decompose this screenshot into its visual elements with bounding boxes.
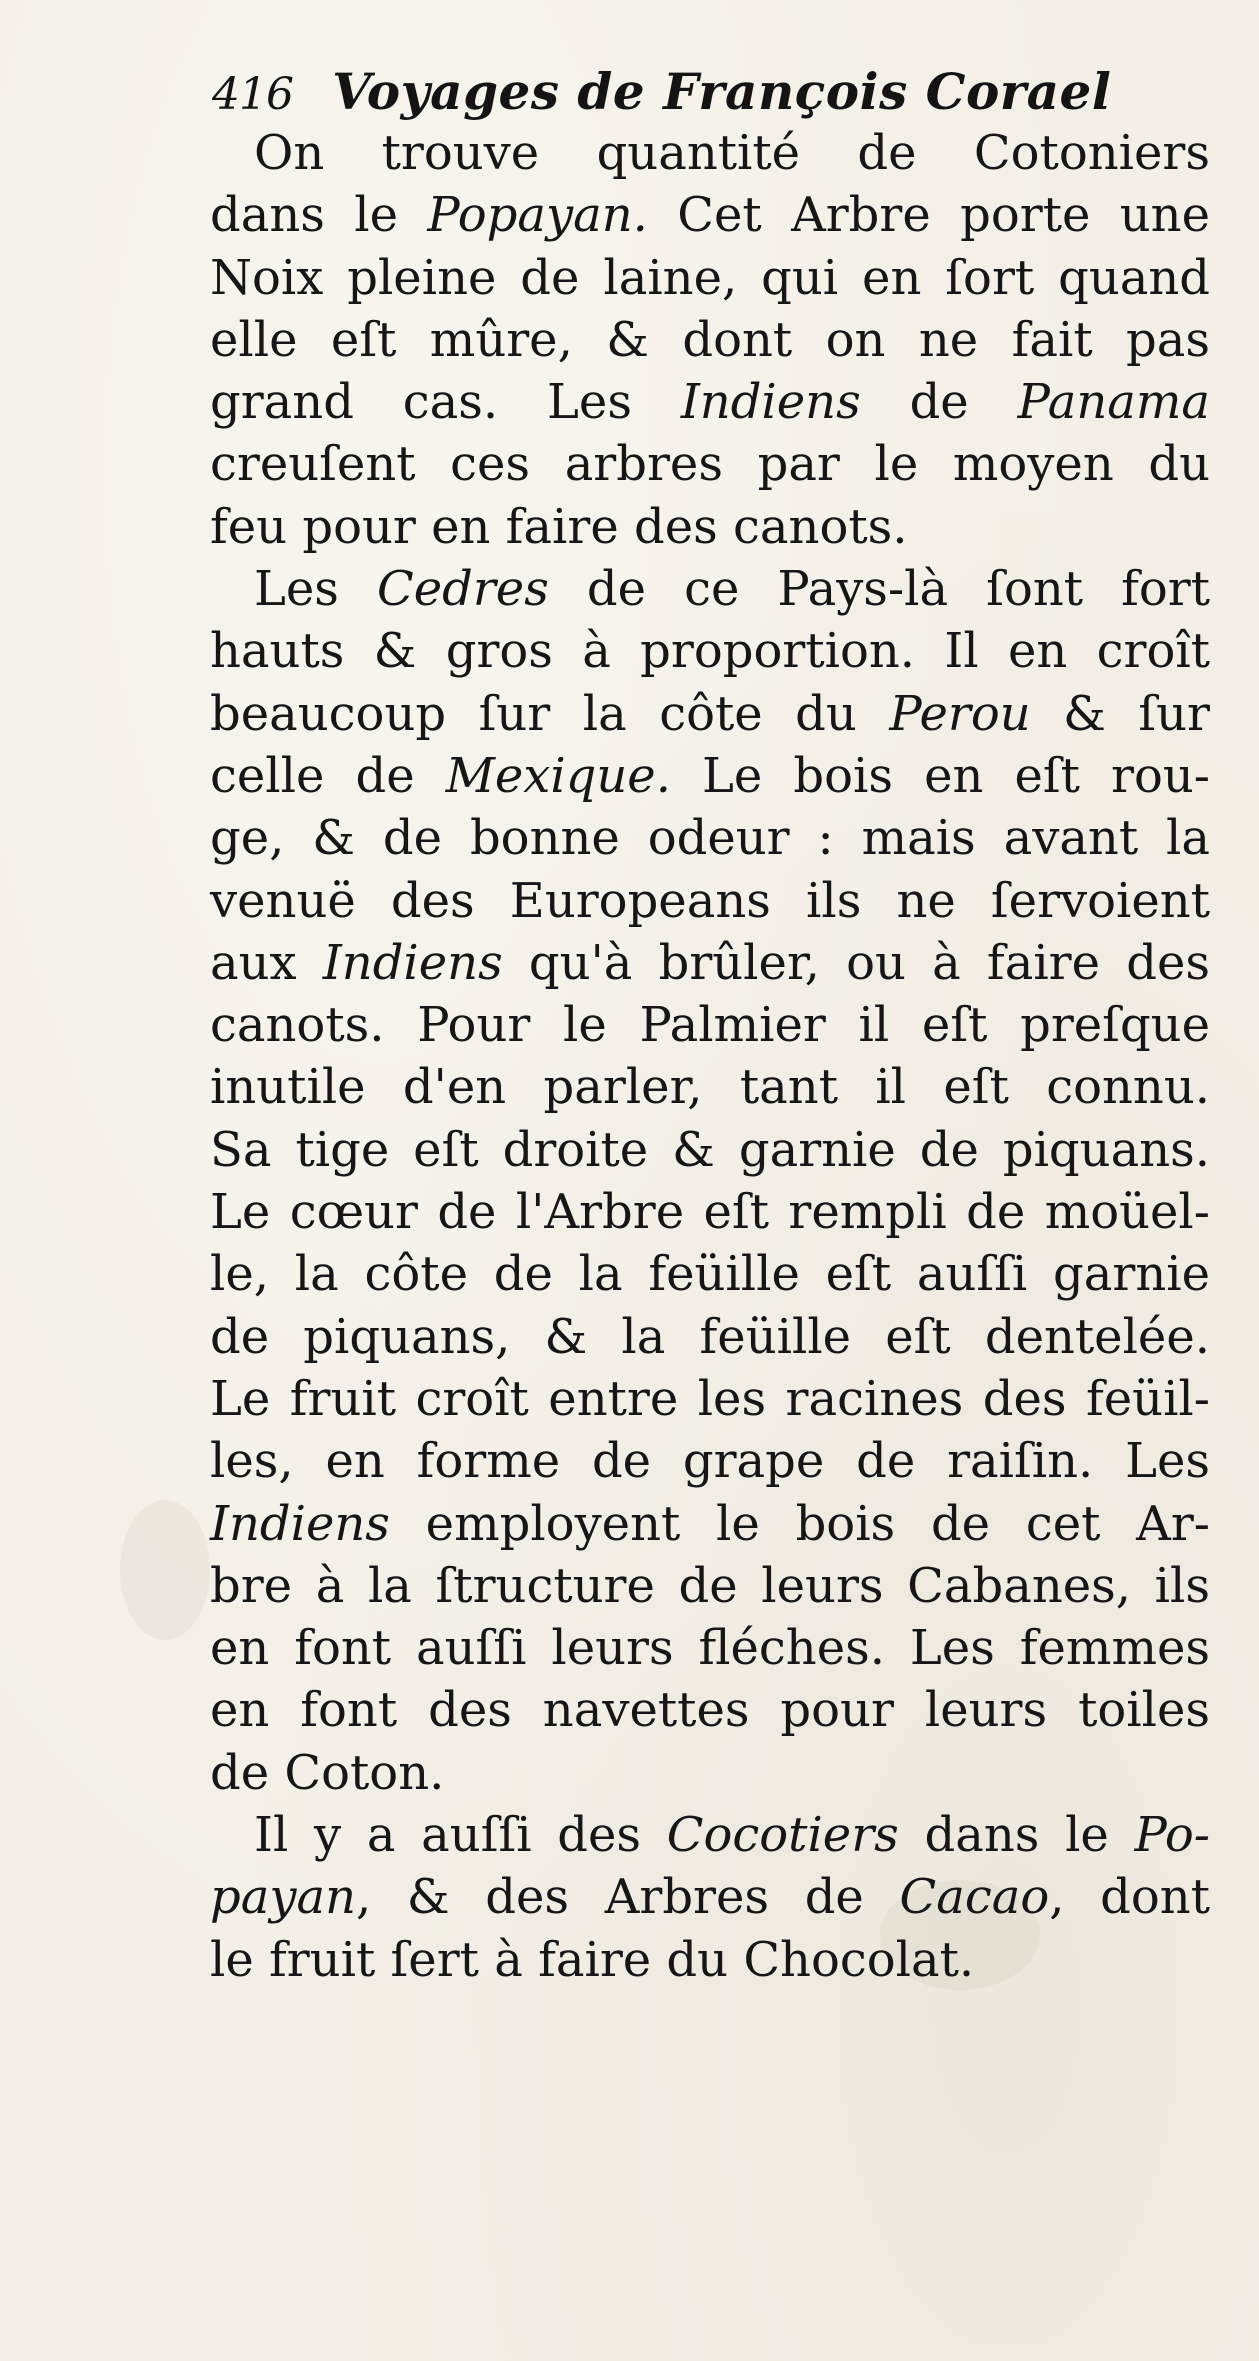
text-segment: Le fruit croît entre les racines des feüil- xyxy=(210,1370,1210,1427)
text-line xyxy=(210,1617,1210,1679)
text-segment: de xyxy=(860,374,1018,431)
italic-text: Indiens xyxy=(680,374,861,431)
text-line xyxy=(210,1929,1210,1991)
text-segment: de piquans, & la feüille eſt dentelée. xyxy=(210,1308,1210,1365)
text-line xyxy=(210,371,1210,433)
text-segment: Cet Arbre porte une xyxy=(647,187,1211,244)
text-line xyxy=(210,807,1210,869)
text-segment: qu'à brûler, ou à faire des xyxy=(502,934,1210,991)
text-segment: , dont xyxy=(1049,1869,1210,1926)
page-number: 416 xyxy=(212,69,293,120)
italic-text: Popayan. xyxy=(427,187,648,244)
text-segment: Les xyxy=(254,561,377,618)
text-segment: feu pour en faire des canots. xyxy=(210,498,908,555)
italic-text: Cedres xyxy=(376,561,549,618)
text-segment: Il y a auſſi des xyxy=(254,1807,667,1864)
text-line xyxy=(210,1430,1210,1492)
italic-text: Indiens xyxy=(322,934,503,991)
text-segment: le fruit ſert à faire du Chocolat. xyxy=(210,1931,975,1988)
text-segment: elle eſt mûre, & dont on ne fait pas xyxy=(210,311,1210,368)
running-title: Voyages de François Corael xyxy=(332,62,1112,121)
text-line xyxy=(210,496,1210,558)
text-segment: Le cœur de l'Arbre eſt rempli de moüel- xyxy=(210,1184,1210,1241)
text-segment: de ce Pays-là ſont fort xyxy=(548,561,1211,618)
text-line xyxy=(210,558,1210,620)
text-line xyxy=(210,1555,1210,1617)
text-segment: dans le xyxy=(210,187,428,244)
text-line xyxy=(210,184,1210,246)
text-segment: , & des Arbres de xyxy=(356,1869,900,1926)
text-line xyxy=(210,683,1210,745)
italic-text: Mexique. xyxy=(445,747,671,804)
text-line xyxy=(210,1306,1210,1368)
text-line xyxy=(210,1742,1210,1804)
text-segment: Sa tige eſt droite & garnie de piquans. xyxy=(210,1121,1210,1178)
italic-text: Po- xyxy=(1134,1807,1211,1864)
text-segment: de Coton. xyxy=(210,1744,445,1801)
italic-text: Cacao xyxy=(899,1869,1050,1926)
text-line xyxy=(210,1243,1210,1305)
text-line xyxy=(210,870,1210,932)
text-line xyxy=(210,745,1210,807)
text-line xyxy=(210,932,1210,994)
text-line xyxy=(210,994,1210,1056)
text-segment: en font des navettes pour leurs toiles xyxy=(210,1682,1210,1739)
text-line xyxy=(210,1181,1210,1243)
paper-stain xyxy=(120,1500,210,1640)
text-segment: bre à la ſtructure de leurs Cabanes, ils xyxy=(210,1557,1210,1614)
text-segment: les, en forme de grape de raiſin. Les xyxy=(210,1433,1210,1490)
text-segment: celle de xyxy=(210,747,446,804)
text-segment: & ſur xyxy=(1030,685,1210,742)
text-line xyxy=(210,309,1210,371)
text-line xyxy=(210,1679,1210,1741)
text-line xyxy=(210,620,1210,682)
body-text xyxy=(210,122,1210,1991)
text-line xyxy=(210,1493,1210,1555)
text-line xyxy=(210,1804,1210,1866)
text-line xyxy=(210,1056,1210,1118)
text-segment: grand cas. Les xyxy=(210,374,681,431)
text-segment: Noix pleine de laine, qui en ſort quand xyxy=(210,249,1210,306)
text-segment: venuë des Europeans ils ne ſervoient xyxy=(210,872,1210,929)
italic-text: Panama xyxy=(1017,374,1210,431)
text-line xyxy=(210,122,1210,184)
text-segment: creuſent ces arbres par le moyen du xyxy=(210,436,1210,493)
text-segment: en font auſſi leurs fléches. Les femmes xyxy=(210,1620,1210,1677)
text-segment: canots. Pour le Palmier il eſt preſque xyxy=(210,997,1210,1054)
text-segment: inutile d'en parler, tant il eſt connu. xyxy=(210,1059,1210,1116)
text-segment: hauts & gros à proportion. Il en croît xyxy=(210,623,1210,680)
text-segment: beaucoup ſur la côte du xyxy=(210,685,890,742)
text-segment: Le bois en eſt rou- xyxy=(670,747,1211,804)
text-line xyxy=(210,433,1210,495)
text-line xyxy=(210,247,1210,309)
text-line xyxy=(210,1866,1210,1928)
text-segment: le, la côte de la feüille eſt auſſi garnie xyxy=(210,1246,1210,1303)
text-line xyxy=(210,1119,1210,1181)
italic-text: payan xyxy=(210,1869,356,1926)
text-segment: dans le xyxy=(898,1807,1135,1864)
text-segment: aux xyxy=(210,934,323,991)
italic-text: Cocotiers xyxy=(666,1807,899,1864)
italic-text: Perou xyxy=(889,685,1031,742)
italic-text: Indiens xyxy=(210,1495,390,1552)
text-line xyxy=(210,1368,1210,1430)
text-segment: On trouve quantité de Cotoniers xyxy=(254,125,1210,181)
text-segment: employent le bois de cet Ar- xyxy=(389,1495,1210,1552)
text-segment: ge, & de bonne odeur : mais avant la xyxy=(210,810,1210,867)
